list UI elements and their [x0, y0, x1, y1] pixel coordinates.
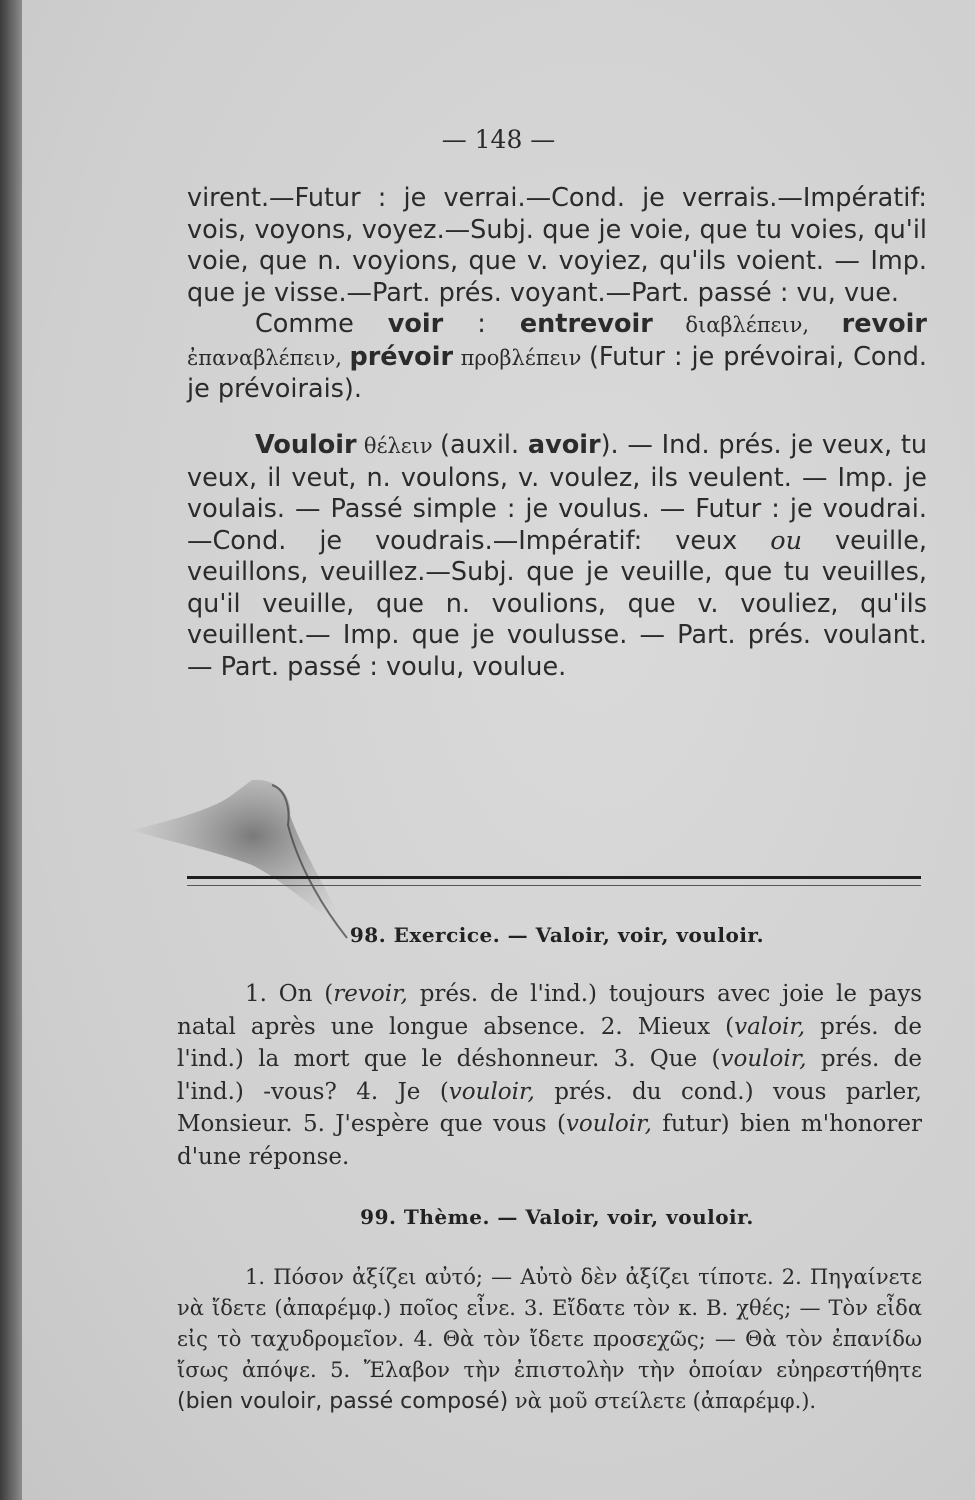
ex98-verb-revoir: revoir,	[333, 981, 408, 1007]
page-number: — 148 —	[441, 125, 556, 154]
colon: :	[443, 309, 520, 339]
vouloir-conjugation-block	[187, 430, 927, 683]
voir-compounds-paragraph	[187, 309, 927, 406]
theme-99-text	[177, 1262, 922, 1417]
ex98-verb-vouloir-1: vouloir,	[720, 1046, 807, 1072]
vouloir-greek: θέλειν	[356, 434, 440, 458]
auxiliary-open: (auxil.	[440, 430, 528, 460]
ex98-part-4: prés. de l'ind.) -vous? 4. Je (	[177, 1046, 922, 1105]
voir-conjugation-text: virent.—Futur : je verrai.—Cond. je verrais.—Impératif: vois, voyons, voyez.—Subj. que je voie, que tu voies, qu'il voie, que n. voyions, que v. voyiez, qu'ils voient. — Imp. que je visse.—Part. prés. voyant.—Part. passé : vu, vue.	[187, 183, 927, 308]
theme99-greek-end: νὰ μοῦ στείλετε (ἀπαρέμφ.).	[508, 1389, 817, 1413]
ex98-verb-vouloir-2: vouloir,	[448, 1078, 535, 1105]
ou-italic: ou	[770, 525, 803, 556]
verb-vouloir: Vouloir	[255, 430, 357, 460]
page-binding-edge	[0, 0, 22, 1500]
section-divider-thick	[187, 876, 921, 879]
ex98-part-3: prés. de l'ind.) la mort que le déshonneur. 3. Que (	[177, 1013, 922, 1072]
theme99-greek-text: 1. Πόσον ἀξίζει αὐτό; — Αὐτὸ δὲν ἀξίζει τίποτε. 2. Πηγαίνετε νὰ ἴδετε (ἀπαρέμφ.) ποῖος εἶνε. 3. Εἴδατε τὸν κ. Β. χθές; — Τὸν εἶδα εἰς τὸ ταχυδρομεῖον. 4. Θὰ τὸν ἴδετε προσεχῶς; — Θὰ τὸν ἐπανίδω ἴσως ἀπόψε. 5. Ἔλαβον τὴν ἐπιστολὴν τὴν ὁποίαν εὐηρεστήθητε	[177, 1265, 922, 1382]
prevoir-greek: προβλέπειν	[453, 345, 589, 370]
vouloir-paragraph	[187, 430, 927, 683]
verb-voir: voir	[387, 309, 444, 339]
comme-prefix: Comme	[255, 309, 388, 339]
theme-99-heading: 99. Thème. — Valoir, voir, vouloir.	[360, 1205, 754, 1229]
ex98-part-6: futur) bien m'honorer d'une réponse.	[177, 1111, 922, 1170]
prevoir-note: (Futur : je prévoirai, Cond. je prévoirais).	[187, 341, 927, 404]
ex98-part-5: prés. du cond.) vous parler, Monsieur. 5. J'espère que vous (	[177, 1078, 922, 1137]
ex98-part-1: 1. On (	[245, 981, 334, 1007]
exercise-98-text	[177, 978, 922, 1173]
revoir-greek: ἐπαναβλέπειν,	[187, 345, 350, 370]
verb-revoir: revoir	[841, 309, 927, 339]
verb-prevoir: prévoir	[349, 341, 454, 372]
entrevoir-greek: διαβλέπειν,	[652, 313, 842, 337]
theme99-latin-note: (bien vouloir, passé composé)	[177, 1389, 509, 1414]
voir-conjugation-block	[187, 183, 927, 406]
vouloir-conjugation-end: veuille, veuillons, veuillez.—Subj. que je veuille, que tu veuilles, qu'il veuille, que n. voulions, que v. vouliez, qu'ils veuillent.— Imp. que je voulusse. — Part. prés. voulant. — Part. passé : voulu, voulue.	[187, 525, 927, 682]
ex98-verb-valoir: valoir,	[734, 1013, 806, 1040]
exercise-98-heading: 98. Exercice. — Valoir, voir, vouloir.	[349, 923, 765, 947]
section-divider-thin	[187, 885, 921, 886]
book-page	[22, 0, 975, 1500]
verb-entrevoir: entrevoir	[519, 309, 653, 339]
auxiliary-avoir: avoir	[527, 430, 601, 460]
ex98-part-2: prés. de l'ind.) toujours avec joie le pays natal après une longue absence. 2. Mieux (	[177, 981, 922, 1040]
vouloir-conjugation: ). — Ind. prés. je veux, tu veux, il veut, n. voulons, v. voulez, ils veulent. — Imp. je voulais. — Passé simple : je voulus. — Futur : je voudrai. —Cond. je voudrais.—Impératif: veux	[187, 430, 927, 556]
ex98-verb-vouloir-3: vouloir,	[565, 1111, 652, 1137]
